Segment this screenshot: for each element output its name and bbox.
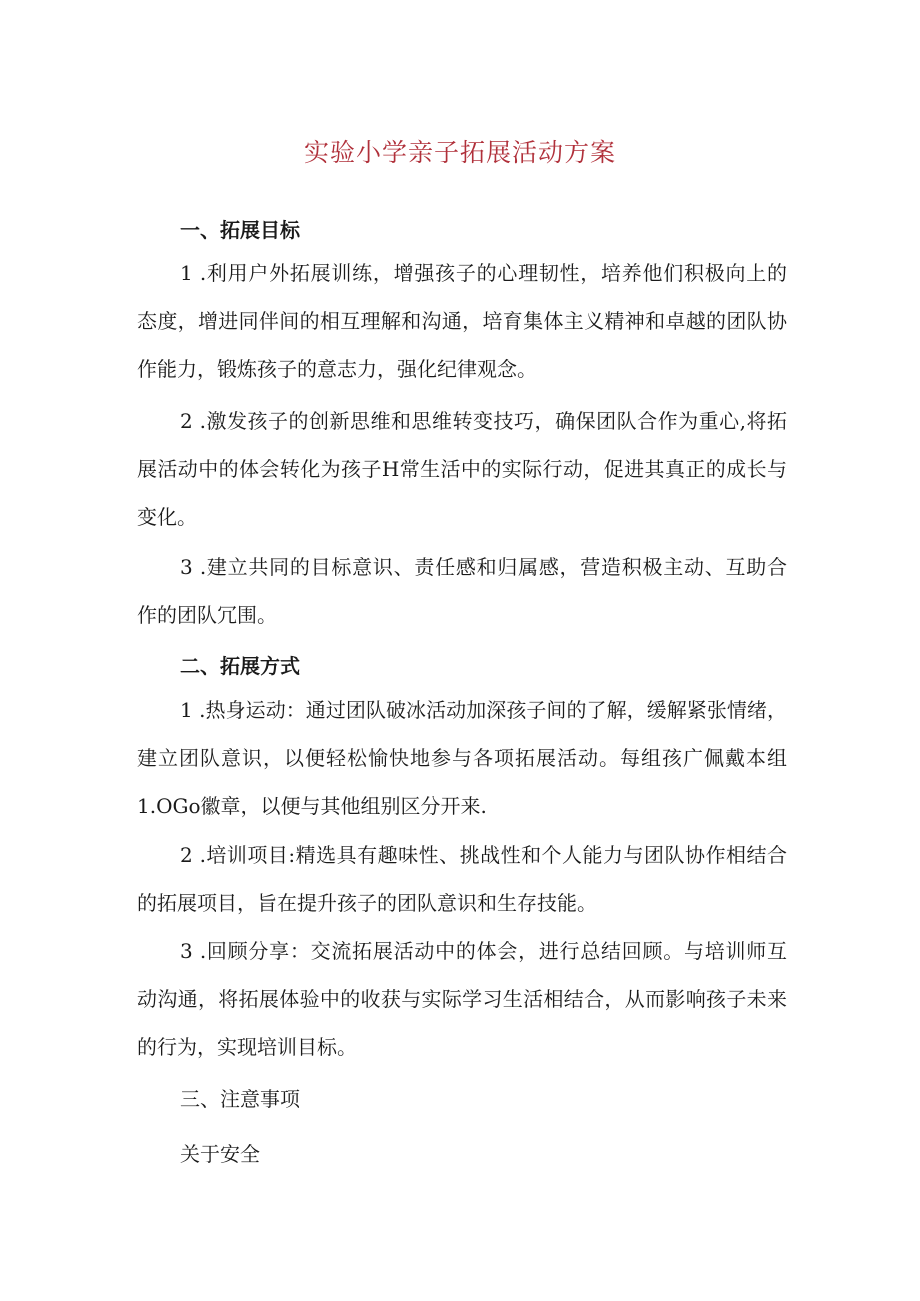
subheading-safety: 关于安全: [180, 1142, 260, 1166]
paragraph-method-2: [137, 831, 787, 927]
paragraph-goal-1: [137, 249, 787, 393]
section-heading-notes: 三、注意事项: [180, 1087, 300, 1111]
paragraph-line: 1 .利用户外拓展训练，增强孩子的心理韧性，培养他们积极向上的: [180, 261, 787, 285]
paragraph-line: 态度，增进同伴间的相互理解和沟通，培育集体主义精神和卓越的团队协: [137, 309, 787, 333]
document-title: 实验小学亲子拓展活动方案: [303, 138, 616, 167]
paragraph-line: 变化。: [137, 505, 197, 529]
paragraph-line: 作能力，锻炼孩子的意志力，强化纪律观念。: [137, 357, 537, 381]
paragraph-line: 建立团队意识，以便轻松愉快地参与各项拓展活动。每组孩广佩戴本组: [137, 746, 787, 770]
paragraph-line: 3 .建立共同的目标意识、责任感和归属感，营造积极主动、互助合: [180, 555, 787, 579]
paragraph-line: 1.OGo徽章，以便与其他组别区分开来.: [137, 794, 487, 818]
paragraph-method-3: [137, 927, 787, 1071]
paragraph-method-1: [137, 686, 787, 830]
paragraph-goal-2: [137, 397, 787, 541]
paragraph-line: 2 .激发孩子的创新思维和思维转变技巧，确保团队合作为重心,将拓: [180, 409, 787, 433]
section-heading-goals: 一、拓展目标: [180, 218, 300, 242]
paragraph-line: 的行为，实现培训目标。: [137, 1035, 357, 1059]
paragraph-goal-3: [137, 543, 787, 639]
paragraph-line: 展活动中的体会转化为孩子H常生活中的实际行动，促进其真正的成长与: [137, 457, 787, 481]
section-heading-methods: 二、拓展方式: [180, 654, 300, 678]
paragraph-line: 2 .培训项目:精选具有趣味性、挑战性和个人能力与团队协作相结合: [180, 843, 787, 867]
paragraph-line: 3 .回顾分享：交流拓展活动中的体会，进行总结回顾。与培训师互: [180, 939, 787, 963]
paragraph-line: 动沟通，将拓展体验中的收获与实际学习生活相结合，从而影响孩子未来: [137, 987, 787, 1011]
paragraph-line: 1 .热身运动：通过团队破冰活动加深孩子间的了解，缓解紧张情绪，: [180, 698, 787, 722]
paragraph-line: 的拓展项目，旨在提升孩子的团队意识和生存技能。: [137, 891, 597, 915]
paragraph-line: 作的团队冗围。: [137, 603, 277, 627]
